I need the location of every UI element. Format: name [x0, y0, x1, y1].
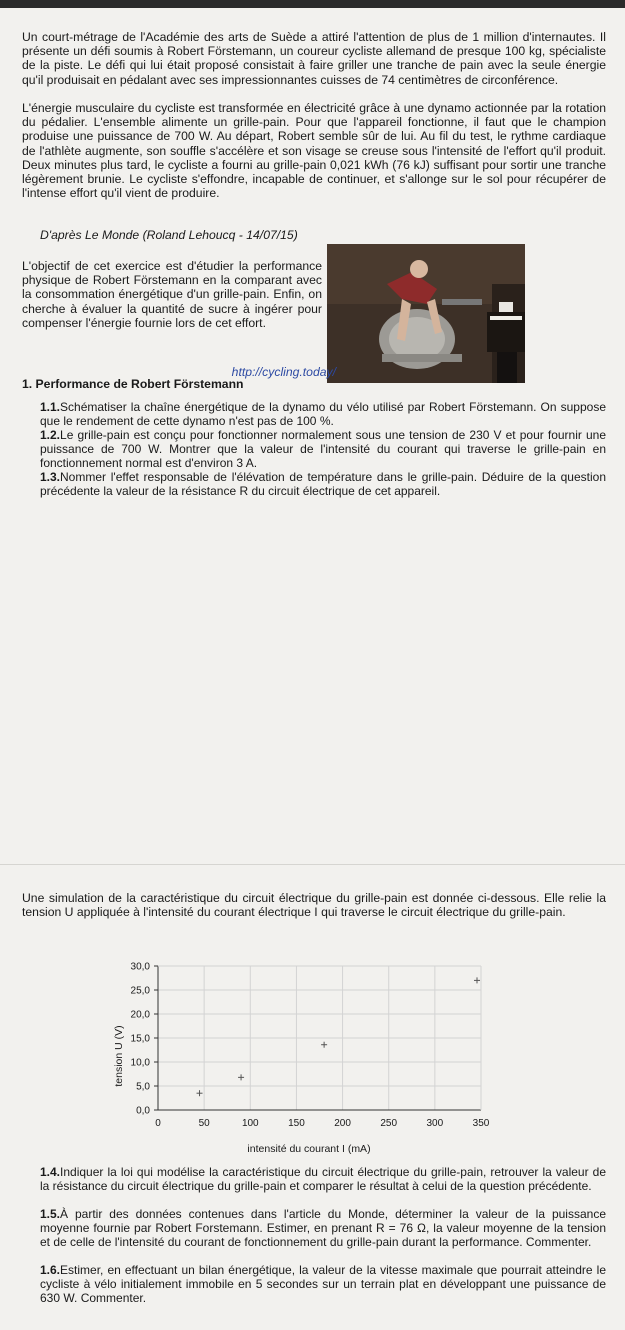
- photo-credit-url[interactable]: http://cycling.today/: [231, 365, 336, 379]
- intro-paragraph-2: L'énergie musculaire du cycliste est transformée en électricité grâce à une dynamo actionnée par la rotation du pédalier. L'ensemble alimente un grille-pain. Pour que l'appareil fonctionne, il faut que le champion produise une puissance de 700 W. Au départ, Robert semble sûr de lui. Au fil du test, le rythme cardiaque de l'athlète augmente, son souffle s'accélère et son visage se creuse sous l'intensité de l'effort qu'il produit. Deux minutes plus tard, le cycliste a fourni au grille-pain 0,021 kWh (76 kJ) suffisant pour sortir une tranche légèrement brunie. Le cycliste s'effondre, incapable de continuer, et s'allonge sur le sol pour récupérer de l'intense effort qu'il vient de produire.: [22, 101, 606, 201]
- simulation-paragraph: Une simulation de la caractéristique du circuit électrique du grille-pain est donnée ci-dessous. Elle relie la tension U appliquée à l'intensité du courant électrique I qui traverse le circuit électrique du grille-pain.: [22, 891, 606, 920]
- x-tick-label: 350: [472, 1118, 490, 1129]
- y-tick-label: 5,0: [136, 1081, 150, 1093]
- y-tick-label: 25,0: [130, 985, 150, 997]
- question-1-3: [40, 470, 606, 498]
- x-tick-label: 100: [241, 1118, 259, 1129]
- section-1-title: 1. Performance de Robert Förstemann: [22, 377, 244, 391]
- y-tick-label: 30,0: [130, 961, 150, 973]
- question-number: 1.5.: [40, 1207, 61, 1221]
- question-1-4: [40, 1165, 606, 1193]
- question-number: 1.3.: [40, 470, 61, 484]
- x-tick-label: 0: [155, 1118, 161, 1129]
- question-text: Estimer, en effectuant un bilan énergétique, la valeur de la vitesse maximale que pourrait atteindre le cycliste à vélo initialement immobile en 5 secondes sur un terrain plat en développant une puissance de 630 W. Commenter.: [40, 1263, 606, 1305]
- chart-y-axis-label: tension U (V): [113, 1025, 125, 1087]
- chart-points: [197, 977, 480, 1096]
- y-tick-label: 10,0: [130, 1057, 150, 1069]
- objective-paragraph: L'objectif de cet exercice est d'étudier la performance physique de Robert Förstemann en la comparant avec la consommation énergétique d'un grille-pain. Enfin, on cherche à évaluer la quantité de sucre à ingérer pour compenser l'énergie fournie lors de cet effort.: [22, 259, 322, 330]
- question-text: À partir des données contenues dans l'article du Monde, déterminer la valeur de la puissance moyenne fournie par Robert Forstemann. Estimer, en prenant R = 76 Ω, la valeur moyenne de la tension et de celle de l'intensité du courant de fonctionnement du grille-pain durant la performance. Commenter.: [40, 1207, 606, 1249]
- y-tick-label: 20,0: [130, 1009, 150, 1021]
- chart-ticks: [131, 962, 490, 1130]
- u-i-characteristic-chart: [100, 958, 520, 1163]
- question-1-1: [40, 400, 606, 428]
- chart-svg: [100, 958, 520, 1158]
- page-fold-divider: [0, 864, 625, 865]
- data-point: [197, 1090, 203, 1096]
- x-tick-label: 250: [380, 1118, 398, 1129]
- question-1-5: [40, 1207, 606, 1249]
- question-text: Le grille-pain est conçu pour fonctionner normalement sous une tension de 230 V et pour fournir une puissance de 700 W. Montrer que la valeur de l'intensité du courant qui traverse le grille-pain en fonctionnement normal est d'environ 3 A.: [40, 428, 606, 470]
- chart-grid: [158, 966, 481, 1110]
- data-point: [238, 1074, 244, 1080]
- exercise-page: [0, 8, 625, 1330]
- question-number: 1.6.: [40, 1263, 61, 1277]
- y-tick-label: 15,0: [130, 1033, 150, 1045]
- question-number: 1.4.: [40, 1165, 61, 1179]
- article-source: [40, 228, 340, 242]
- question-number: 1.1.: [40, 400, 61, 414]
- chart-x-axis-label: intensité du courant I (mA): [247, 1143, 371, 1155]
- x-tick-label: 50: [198, 1118, 210, 1129]
- question-1-2: [40, 428, 606, 470]
- intro-paragraph-1: Un court-métrage de l'Académie des arts de Suède a attiré l'attention de plus de 1 million d'internautes. Il présente un défi soumis à Robert Förstemann, un coureur cycliste allemand de presque 100 kg, spécialiste de la piste. Le défi qui lui était proposé consistait à faire griller une tranche de pain avec la seule énergie qu'il produisait en pédalant avec ses impressionnantes cuisses de 74 centimètres de circonférence.: [22, 30, 606, 87]
- question-text: Nommer l'effet responsable de l'élévation de température dans le grille-pain. Déduire de la question précédente la valeur de la résistance R du circuit électrique de cet appareil.: [40, 470, 606, 498]
- cyclist-photo: [327, 244, 525, 383]
- x-tick-label: 200: [334, 1118, 351, 1129]
- data-point: [474, 977, 480, 983]
- x-tick-label: 150: [288, 1118, 305, 1129]
- question-number: 1.2.: [40, 428, 61, 442]
- data-point: [321, 1042, 327, 1048]
- top-edge: [0, 0, 625, 8]
- question-text: Schématiser la chaîne énergétique de la dynamo du vélo utilisé par Robert Förstemann. On suppose que le rendement de cette dynamo n'est pas de 100 %.: [40, 400, 606, 428]
- x-tick-label: 300: [426, 1118, 444, 1129]
- y-tick-label: 0,0: [136, 1105, 150, 1117]
- question-1-6: [40, 1263, 606, 1305]
- question-text: Indiquer la loi qui modélise la caractéristique du circuit électrique du grille-pain, retrouver la valeur de la résistance du circuit électrique du grille-pain et comparer le résultat à celui de la question précédente.: [40, 1165, 606, 1193]
- source-text: D'après Le Monde (Roland Lehoucq - 14/07/15): [40, 228, 298, 242]
